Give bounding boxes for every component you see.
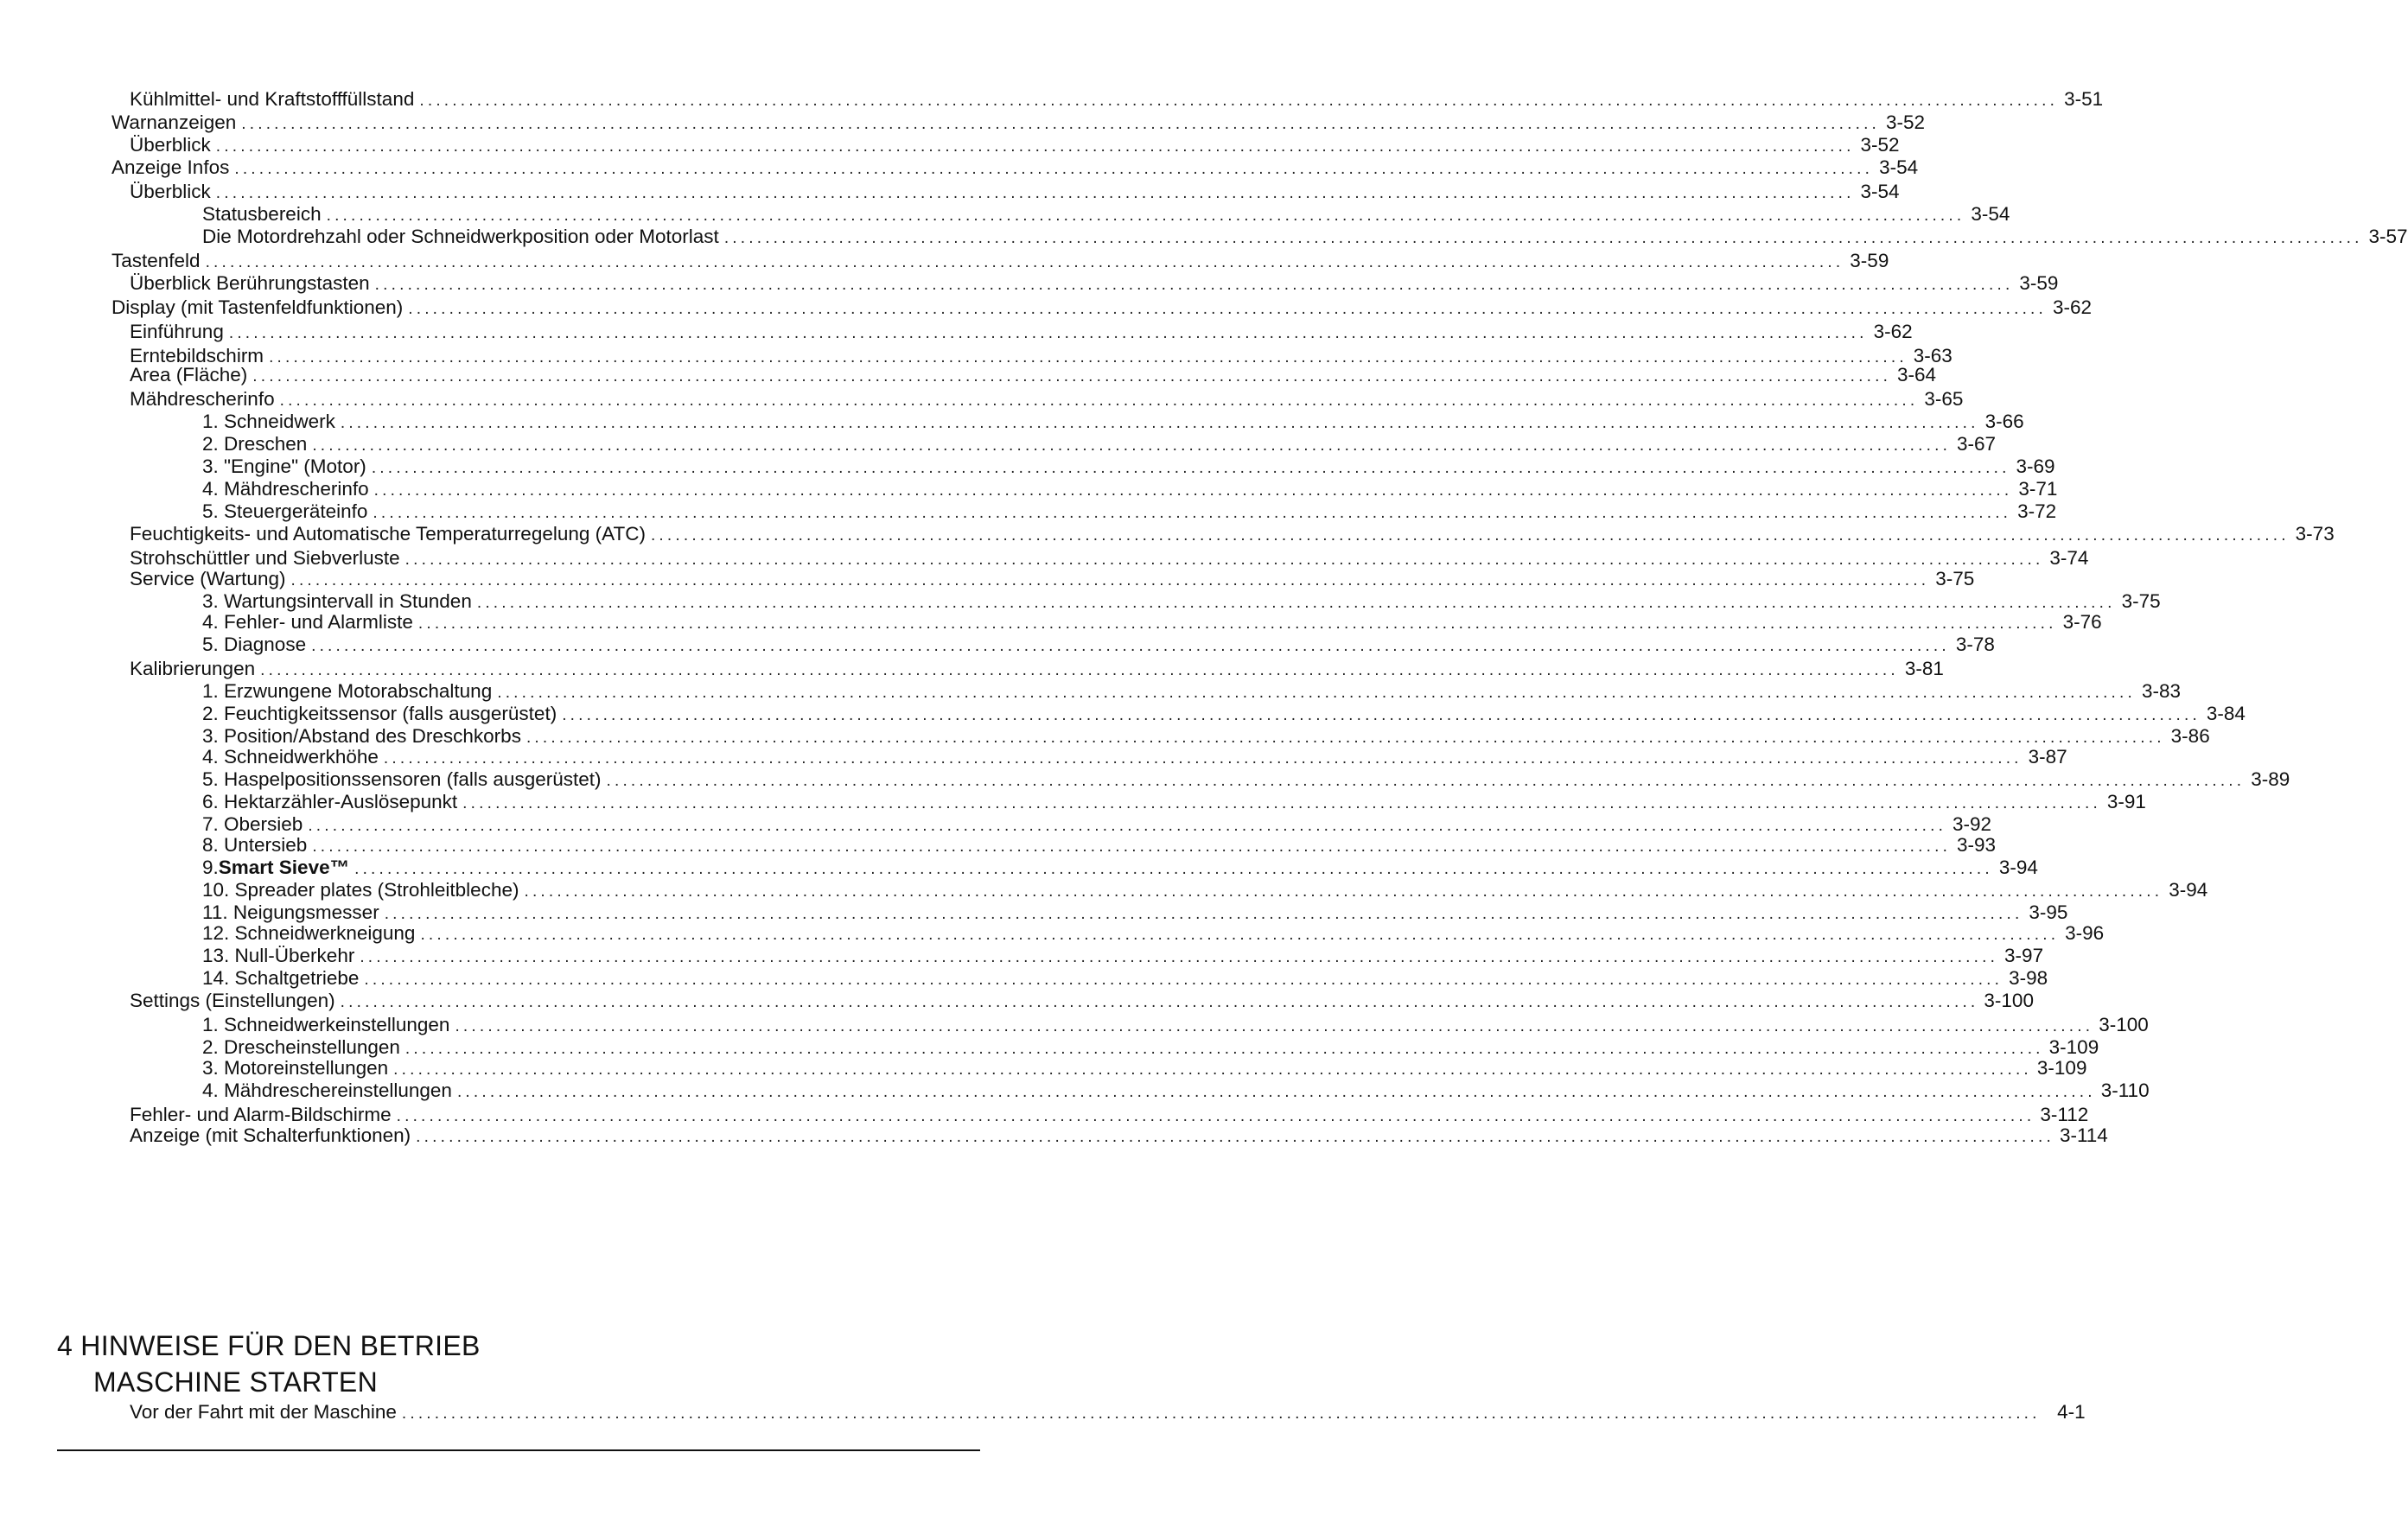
toc-entry-label-text: 1. Erzwungene Motorabschaltung [202,680,493,702]
toc-entry-label-text: 4. Fehler- und Alarmliste [202,611,413,633]
dot-leader: ........................................................................................................................................................................................................ [456,1083,2096,1101]
dot-leader: ........................................................................................................................................................................................................ [383,749,2023,768]
toc-entry[interactable] [130,133,1900,157]
toc-entry-label [202,679,492,704]
dot-leader: ........................................................................................................................................................................................................ [234,160,1874,178]
toc-entry-page: 3-51 [2064,88,2104,110]
dot-leader: ........................................................................................................................................................................................................ [364,971,2003,989]
toc-entry-label-text: 2. Dreschen [202,433,308,455]
toc-entry-page: 3-52 [1860,134,1900,156]
toc-entry[interactable] [202,410,2024,434]
dot-leader: ........................................................................................................................................................................................................ [723,229,2363,247]
toc-entry[interactable] [130,180,1900,204]
toc-entry-label-text: 10. Spreader plates (Strohleitbleche) [202,879,519,901]
toc-entry-label [130,133,211,157]
toc-entry-label [202,410,335,434]
toc-entry-label [202,921,415,946]
toc-entry-page: 3-95 [2029,901,2068,923]
toc-entry-label [202,833,307,857]
toc-entry-label-text: Anzeige Infos [111,156,230,178]
toc-entry-label [202,225,719,249]
toc-entry-page: 3-100 [2099,1014,2149,1035]
toc-entry[interactable] [202,1013,2149,1037]
dot-leader: ........................................................................................................................................................................................................ [396,1107,2035,1125]
dot-leader: ........................................................................................................................................................................................................ [393,1061,2032,1079]
toc-entry-page: 3-109 [2048,1036,2099,1058]
toc-entry-page: 3-98 [2009,967,2048,989]
dot-leader: ........................................................................................................................................................................................................ [340,414,1979,432]
toc-entry-label [111,156,229,180]
toc-entry[interactable] [202,432,1997,456]
toc-entry-label-text: 5. Steuergeräteinfo [202,500,368,522]
toc-entry-label [202,455,366,479]
toc-entry-label-text: 6. Hektarzähler-Auslösepunkt [202,791,458,812]
toc-entry-page: 3-62 [2052,296,2093,318]
toc-entry[interactable] [202,878,2208,902]
dot-leader: ........................................................................................................................................................................................................ [405,551,2044,569]
dot-leader: ........................................................................................................................................................................................................ [650,526,2290,545]
toc-entry-label-text: 3. Wartungsintervall in Stunden [202,590,472,612]
toc-entry[interactable] [202,745,2067,769]
dot-leader: ........................................................................................................................................................................................................ [260,661,1899,679]
toc-entry-page: 3-65 [1924,388,1964,410]
toc-entry-label-text: Area (Fläche) [130,364,248,385]
dot-leader: ........................................................................................................................................................................................................ [252,367,1892,385]
toc-entry-label [202,878,519,902]
toc-entry[interactable] [111,296,2093,320]
toc-entry-label [202,768,602,792]
toc-entry-page: 3-75 [2121,590,2161,612]
dot-leader: ........................................................................................................................................................................................................ [308,817,1947,835]
toc-entry-page: 3-109 [2036,1057,2087,1079]
toc-entry-page: 3-94 [1998,857,2038,878]
toc-entry-label-text: Die Motordrehzahl oder Schneidwerkposition oder Motorlast [202,226,719,247]
toc-entry-label-text: Kühlmittel- und Kraftstofffüllstand [130,88,415,110]
toc-entry[interactable] [130,657,1944,681]
toc-entry-label-text: 2. Drescheinstellungen [202,1036,400,1058]
dot-leader: ........................................................................................................................................................................................................ [562,706,2201,724]
toc-entry-label [202,633,306,657]
toc-entry[interactable] [130,1124,2108,1148]
toc-entry-page: 3-94 [2169,879,2208,901]
toc-entry-label [202,790,457,814]
toc-entry-page: 3-86 [2170,725,2210,747]
toc-entry-label-text: Überblick [130,181,211,202]
toc-entry[interactable] [202,633,1995,657]
toc-entry-label [202,1056,388,1080]
dot-leader: ........................................................................................................................................................................................................ [401,1405,2041,1423]
toc-entry-label: Vor der Fahrt mit der Maschine [130,1401,397,1423]
toc-entry-label [130,1124,411,1148]
dot-leader: ........................................................................................................................................................................................................ [215,137,1855,156]
toc-entry-label-text: 9. [202,857,219,878]
toc-entry-label-text: Einführung [130,321,224,342]
toc-entry[interactable] [130,989,2034,1013]
toc-entry-label-text: 4. Mähdreschereinstellungen [202,1080,452,1101]
toc-entry-page: 3-73 [2295,523,2335,545]
dot-leader: ........................................................................................................................................................................................................ [312,838,1952,856]
toc-entry-label-text: 3. Position/Abstand des Dreschkorbs [202,725,521,747]
toc-entry-label-text: Warnanzeigen [111,111,237,133]
toc-entry-page: 3-76 [2062,611,2102,633]
toc-entry-page: 3-72 [2017,500,2057,522]
toc-entry-page: 3-84 [2206,703,2246,724]
toc-entry[interactable] [202,1079,2150,1103]
toc-entry[interactable] [202,225,2408,249]
toc-entry-page: 3-59 [1850,250,1889,271]
dot-leader: ........................................................................................................................................................................................................ [476,594,2116,612]
toc-entry[interactable] [202,856,2038,880]
dot-leader: ........................................................................................................................................................................................................ [606,772,2246,790]
dot-leader: ........................................................................................................................................................................................................ [371,459,2010,477]
toc-entry-label [202,202,322,226]
dot-leader: ........................................................................................................................................................................................................ [524,882,2163,901]
toc-entry-page: 3-112 [2040,1104,2089,1125]
toc-entry-label [202,610,413,634]
toc-entry-page: 3-64 [1897,364,1937,385]
dot-leader: ........................................................................................................................................................................................................ [526,729,2165,747]
toc-entry-page: 3-110 [2100,1080,2150,1101]
dot-leader: ........................................................................................................................................................................................................ [312,436,1952,455]
toc-entry-page: 3-93 [1957,834,1997,856]
toc-entry-page: 3-57 [2368,226,2408,247]
toc-entry[interactable] [202,790,2146,814]
toc-entry[interactable] [130,522,2335,546]
dot-leader: ........................................................................................................................................................................................................ [408,300,2048,318]
toc-entry-label-text: 7. Obersieb [202,813,303,835]
dot-leader: ........................................................................................................................................................................................................ [228,324,1868,342]
dot-leader: ........................................................................................................................................................................................................ [354,860,1993,878]
toc-entry-label [202,1013,449,1037]
toc-entry-label [130,989,335,1013]
toc-entry-label-text: 13. Null-Überkehr [202,945,355,966]
toc-entry-label [202,856,349,880]
toc-entry-label-text: Anzeige (mit Schalterfunktionen) [130,1124,411,1146]
toc-entry-page: 3-54 [1860,181,1900,202]
toc-entry[interactable] [202,966,2048,990]
toc-entry-page: 3-63 [1913,345,1953,366]
dot-leader: ........................................................................................................................................................................................................ [416,1128,2054,1146]
toc-entry-label-text: 2. Feuchtigkeitssensor (falls ausgerüstet) [202,703,557,724]
toc-entry-label-text: 3. Motoreinstellungen [202,1057,389,1079]
toc-entry-label-text: Service (Wartung) [130,568,286,589]
toc-entry-label-text: 3. "Engine" (Motor) [202,455,366,477]
toc-entry-label [202,500,367,524]
toc-entry[interactable] [202,702,2246,726]
toc-entry-label [111,249,201,273]
chapter-title: 4 HINWEISE FÜR DEN BETRIEB [57,1330,481,1361]
dot-leader: ........................................................................................................................................................................................................ [373,481,2013,500]
toc-entry-page: 3-78 [1955,634,1995,655]
toc-entry-page: 3-114 [2059,1124,2108,1146]
toc-entry-label-text: 12. Schneidwerkneigung [202,922,416,944]
toc-entry-page: 3-75 [1935,568,1975,589]
section-title: MASCHINE STARTEN [93,1366,378,1398]
toc-entry-label-text: Settings (Einstellungen) [130,990,335,1011]
toc-entry-page: 3-87 [2028,746,2067,768]
toc-entry-page: 3-83 [2141,680,2181,702]
toc-entry-label [130,87,414,111]
toc-entry-label-text: Display (mit Tastenfeldfunktionen) [111,296,404,318]
toc-entry[interactable] [202,477,2058,501]
toc-entry-label-text: Feuchtigkeits- und Automatische Temperaturregelung (ATC) [130,523,646,545]
toc-entry-page: 3-91 [2106,791,2146,812]
toc-entry-label [111,296,403,320]
toc-entry[interactable] [202,500,2057,524]
dot-leader: ........................................................................................................................................................................................................ [384,905,2023,923]
toc-entry[interactable] [202,455,2055,479]
toc-entry-label [130,320,224,344]
toc-entry[interactable] [202,679,2181,704]
toc-entry-label-text: 5. Diagnose [202,634,307,655]
dot-leader: ........................................................................................................................................................................................................ [405,1040,2044,1058]
dot-leader: ........................................................................................................................................................................................................ [497,684,2136,702]
toc-entry-label-text: Überblick Berührungstasten [130,272,370,294]
toc-entry-page: 3-69 [2016,455,2055,477]
toc-entry[interactable] [111,249,1889,273]
toc-entry-label [130,271,370,296]
dot-leader: ........................................................................................................................................................................................................ [462,794,2101,812]
toc-entry-page: 3-96 [2065,922,2105,944]
toc-entry-label [202,702,557,726]
toc-entry-page: 3-59 [2019,272,2059,294]
toc-entry-label [130,522,646,546]
dot-leader: ........................................................................................................................................................................................................ [241,115,1881,133]
toc-entry-label [202,1079,452,1103]
toc-entry[interactable] [130,567,1975,591]
toc-entry-label-text: Tastenfeld [111,250,201,271]
toc-entry[interactable] [202,768,2290,792]
toc-entry[interactable] [111,156,1919,180]
toc-entry-label-text: Kalibrierungen [130,658,256,679]
dot-leader: ........................................................................................................................................................................................................ [455,1017,2094,1035]
toc-entry-label-text: Statusbereich [202,203,322,225]
toc-entry[interactable] [202,610,2102,634]
dot-leader: ........................................................................................................................................................................................................ [215,184,1855,202]
dot-leader: ........................................................................................................................................................................................................ [269,348,1908,366]
toc-entry-label [130,363,247,387]
dot-leader: ........................................................................................................................................................................................................ [340,993,1979,1011]
dot-leader: ........................................................................................................................................................................................................ [373,504,2012,522]
toc-entry-label [202,432,307,456]
toc-entry-label-text: 4. Mähdrescherinfo [202,478,369,500]
toc-entry-label-text: 4. Schneidwerkhöhe [202,746,379,768]
toc-entry-label [130,180,211,204]
toc-entry-label-text: Überblick [130,134,211,156]
toc-entry-label-text: Erntebildschirm [130,345,264,366]
toc-entry-label-text: 5. Haspelpositionssensoren (falls ausgerüstet) [202,768,602,790]
toc-entry[interactable] [202,202,2010,226]
toc-entry-label-text: 1. Schneidwerkeinstellungen [202,1014,450,1035]
toc-entry-page: 3-89 [2251,768,2290,790]
toc-entry-label [130,657,255,681]
toc-entry-page: 3-66 [1984,411,2024,432]
dot-leader: ........................................................................................................................................................................................................ [374,276,2014,294]
toc-entry-label [111,111,236,135]
toc-entry[interactable] [202,833,1997,857]
toc-entry-page: 3-54 [1971,203,2010,225]
dot-leader: ........................................................................................................................................................................................................ [417,615,2057,633]
toc-entry[interactable] [130,1400,2086,1424]
toc-entry[interactable] [130,271,2059,296]
dot-leader: ........................................................................................................................................................................................................ [420,926,2060,944]
toc-entry-page: 4-1 [2057,1401,2086,1423]
toc-entry-page: 3-52 [1885,111,1926,133]
toc-entry[interactable] [202,1056,2087,1080]
toc-entry-page: 3-62 [1873,321,1913,342]
toc-entry-label-text: 8. Untersieb [202,834,308,856]
toc-entry[interactable] [202,921,2105,946]
toc-entry[interactable] [130,87,2104,111]
dot-leader: ........................................................................................................................................................................................................ [205,253,1844,271]
dot-leader: ........................................................................................................................................................................................................ [279,392,1919,410]
toc-entry-page: 3-67 [1957,433,1997,455]
toc-entry-label-text: Mähdrescherinfo [130,388,275,410]
toc-entry-page: 3-92 [1953,813,1992,835]
toc-entry-label-text: Fehler- und Alarm-Bildschirme [130,1104,392,1125]
toc-entry-page: 3-54 [1879,156,1919,178]
toc-entry[interactable] [130,320,1913,344]
toc-entry-label-bold: Smart Sieve™ [218,857,350,878]
toc-entry-label-text: 1. Schneidwerk [202,411,335,432]
toc-entry-label [202,477,369,501]
dot-leader: ........................................................................................................................................................................................................ [311,637,1950,655]
toc-entry-label-text: Strohschüttler und Siebverluste [130,547,400,569]
toc-entry[interactable] [111,111,1926,135]
toc-entry[interactable] [202,944,2044,968]
toc-entry-page: 3-71 [2018,478,2058,500]
toc-entry-page: 3-81 [1904,658,1944,679]
toc-entry-page: 3-74 [2049,547,2089,569]
toc-entry-label-text: 11. Neigungsmesser [202,901,379,923]
toc-entry-label [202,745,379,769]
dot-leader: ........................................................................................................................................................................................................ [419,92,2059,110]
toc-entry-page: 3-97 [2004,945,2044,966]
bottom-rule [57,1449,980,1451]
dot-leader: ........................................................................................................................................................................................................ [326,207,1965,225]
toc-entry[interactable] [130,363,1937,387]
toc-entry-label-text: 14. Schaltgetriebe [202,967,360,989]
toc-entry-label [202,944,354,968]
toc-entry[interactable] [130,387,1964,411]
toc-entry-label [202,966,359,990]
toc-entry-label [130,387,275,411]
dot-leader: ........................................................................................................................................................................................................ [290,571,1930,589]
toc-entry-page: 3-100 [1984,990,2034,1011]
toc-entry-label [130,567,285,591]
dot-leader: ........................................................................................................................................................................................................ [360,948,1999,966]
